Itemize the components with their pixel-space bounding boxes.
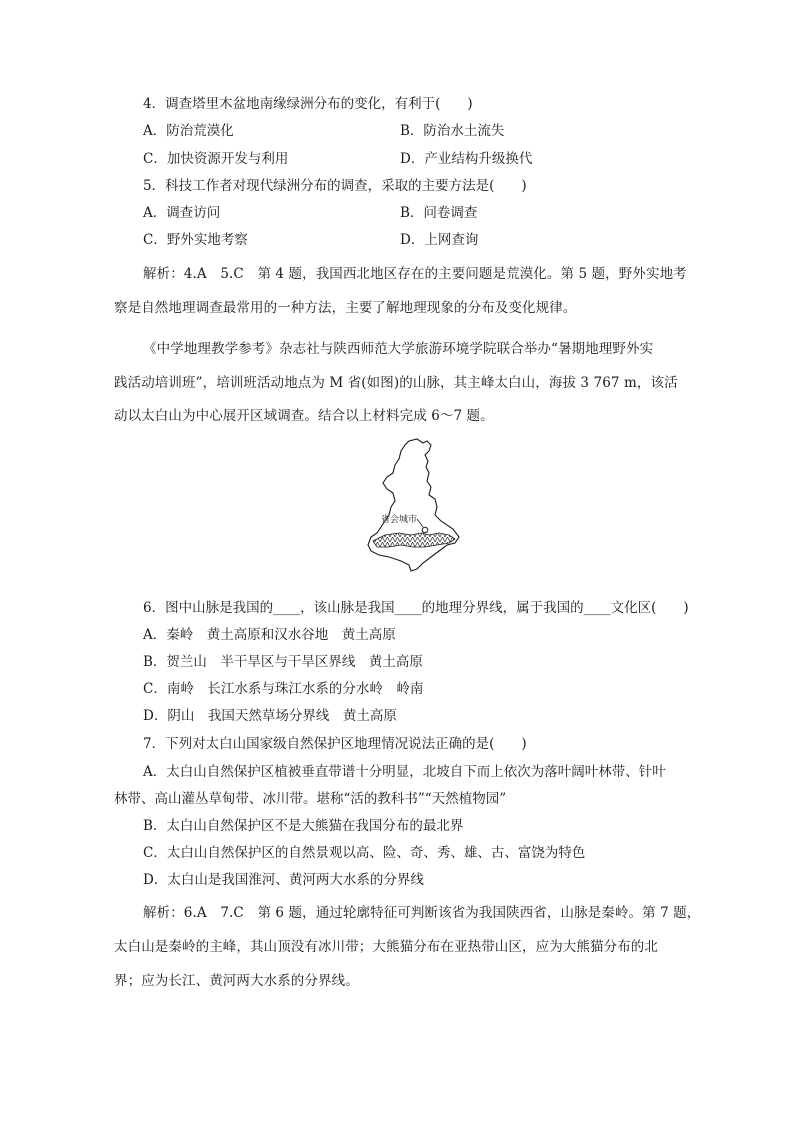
q6-option-d: D．阴山 我国天然草场分界线 黄土高原 bbox=[143, 708, 397, 724]
capital-city-label: 省会城市 bbox=[381, 515, 418, 525]
q7-option-a-line-2: 林带、高山灌丛草甸带、冰川带。堪称“活的教科书”“天然植物园” bbox=[114, 791, 507, 807]
q5-stem: 5．科技工作者对现代绿洲分布的调查，采取的主要方法是( ) bbox=[143, 178, 527, 194]
q4-option-c: C．加快资源开发与利用 bbox=[143, 151, 289, 167]
q4-option-d: D．产业结构升级换代 bbox=[400, 151, 533, 167]
analysis-2-line-1: 解析：6.A 7.C 第 6 题，通过轮廓特征可判断该省为我国陕西省，山脉是秦岭。第 7 题， bbox=[143, 905, 701, 921]
q7-option-c: C．太白山自然保护区的自然景观以高、险、奇、秀、雄、古、富饶为特色 bbox=[143, 845, 586, 861]
q5-option-a: A．调查访问 bbox=[143, 205, 221, 221]
q7-option-b: B．太白山自然保护区不是大熊猫在我国分布的最北界 bbox=[143, 818, 464, 834]
q7-stem: 7．下列对太白山国家级自然保护区地理情况说法正确的是( ) bbox=[143, 736, 527, 752]
q5-option-c: C．野外实地考察 bbox=[143, 232, 248, 248]
q6-option-c: C．南岭 长江水系与珠江水系的分水岭 岭南 bbox=[143, 681, 424, 697]
analysis-2-line-3: 界；应为长江、黄河两大水系的分界线。 bbox=[114, 973, 359, 989]
q4-stem: 4．调查塔里木盆地南缘绿洲分布的变化，有利于( ) bbox=[143, 96, 473, 112]
province-outline-map bbox=[365, 437, 463, 577]
capital-city-marker bbox=[422, 527, 428, 533]
q6-option-a: A．秦岭 黄土高原和汉水谷地 黄土高原 bbox=[143, 627, 396, 643]
q6-stem: 6．图中山脉是我国的____，该山脉是我国____的地理分界线，属于我国的____文化区( ) bbox=[143, 600, 689, 616]
material-line-1: 《中学地理教学参考》杂志社与陕西师范大学旅游环境学院联合举办“暑期地理野外实 bbox=[143, 341, 654, 357]
q7-option-d: D．太白山是我国淮河、黄河两大水系的分界线 bbox=[143, 872, 424, 888]
material-line-2: 践活动培训班”，培训班活动地点为 M 省(如图)的山脉，其主峰太白山，海拔 3 767 m，该活 bbox=[114, 375, 678, 391]
province-outline bbox=[368, 439, 459, 571]
analysis-2-line-2: 太白山是秦岭的主峰，其山顶没有冰川带；大熊猫分布在亚热带山区，应为大熊猫分布的北 bbox=[114, 939, 658, 955]
q4-option-b: B．防治水土流失 bbox=[400, 123, 505, 139]
q4-option-a: A．防治荒漠化 bbox=[143, 123, 234, 139]
q5-option-b: B．问卷调查 bbox=[400, 205, 478, 221]
q7-option-a-line-1: A．太白山自然保护区植被垂直带谱十分明显，北坡自下而上依次为落叶阔叶林带、针叶 bbox=[143, 764, 666, 780]
analysis-1-line-1: 解析：4.A 5.C 第 4 题，我国西北地区存在的主要问题是荒漠化。第 5 题，野外实地考 bbox=[143, 266, 687, 282]
analysis-1-line-2: 察是自然地理调查最常用的一种方法，主要了解地理现象的分布及变化规律。 bbox=[114, 300, 577, 316]
q6-option-b: B．贺兰山 半干旱区与干旱区界线 黄土高原 bbox=[143, 654, 423, 670]
material-line-3: 动以太白山为中心展开区域调查。结合以上材料完成 6～7 题。 bbox=[114, 408, 494, 424]
q5-option-d: D．上网查询 bbox=[400, 232, 479, 248]
